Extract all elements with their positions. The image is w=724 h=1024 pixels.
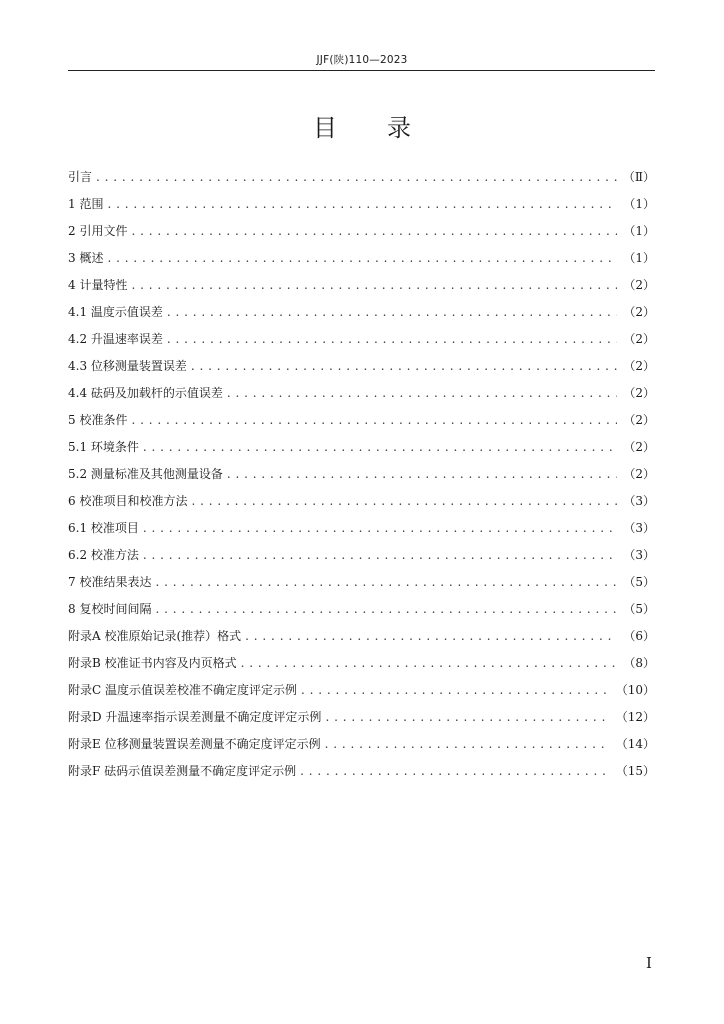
toc-leader-dots: [300, 761, 610, 781]
toc-entry-label: 附录A 校准原始记录(推荐）格式: [68, 629, 242, 643]
toc-entry-page: （12）: [615, 710, 655, 724]
toc-entry-label: 7 校准结果表达: [68, 575, 152, 589]
toc-entry-page: （2）: [623, 413, 655, 427]
toc-entry-label: 4 计量特性: [68, 278, 128, 292]
toc-leader-dots: [167, 329, 617, 349]
toc-leader-dots: [107, 248, 617, 268]
toc-entry-label: 附录F 砝码示值误差测量不确定度评定示例: [68, 764, 297, 778]
toc-entry[interactable]: [68, 221, 655, 248]
toc-entry[interactable]: [68, 464, 655, 491]
toc-entry[interactable]: [68, 599, 655, 626]
toc-entry-label: 2 引用文件: [68, 224, 128, 238]
toc-entry-page: （3）: [623, 494, 655, 508]
toc-leader-dots: [143, 545, 617, 565]
toc-entry[interactable]: [68, 194, 655, 221]
toc-entry-page: （2）: [623, 359, 655, 373]
toc-entry[interactable]: [68, 410, 655, 437]
toc-leader-dots: [227, 383, 617, 403]
toc-entry-page: （2）: [623, 305, 655, 319]
toc-entry-page: （6）: [623, 629, 655, 643]
toc-leader-dots: [325, 707, 609, 727]
toc-entry-label: 6.2 校准方法: [68, 548, 139, 562]
toc-entry-page: （10）: [615, 683, 655, 697]
toc-entry[interactable]: [68, 626, 655, 653]
toc-entry-page: （Ⅱ）: [622, 170, 655, 184]
toc-leader-dots: [301, 680, 610, 700]
toc-entry[interactable]: [68, 518, 655, 545]
toc-entry[interactable]: [68, 653, 655, 680]
toc-entry-page: （3）: [623, 548, 655, 562]
toc-entry-page: （14）: [615, 737, 655, 751]
toc-entry-label: 4.2 升温速率误差: [68, 332, 163, 346]
toc-leader-dots: [131, 221, 617, 241]
toc-entry-label: 附录E 位移测量装置误差测量不确定度评定示例: [68, 737, 321, 751]
toc-entry-page: （2）: [623, 278, 655, 292]
toc-entry-page: （8）: [623, 656, 655, 670]
toc-entry-label: 5 校准条件: [68, 413, 128, 427]
toc-entry[interactable]: [68, 437, 655, 464]
toc-entry[interactable]: [68, 761, 655, 788]
toc-entry-label: 引言: [68, 170, 93, 184]
toc-leader-dots: [155, 572, 617, 592]
toc-entry-page: （1）: [623, 197, 655, 211]
toc-entry-label: 附录C 温度示值误差校准不确定度评定示例: [68, 683, 297, 697]
toc-entry[interactable]: [68, 248, 655, 275]
toc-entry-label: 3 概述: [68, 251, 104, 265]
table-of-contents: [68, 167, 655, 788]
toc-leader-dots: [131, 410, 617, 430]
toc-leader-dots: [143, 518, 617, 538]
toc-entry[interactable]: [68, 275, 655, 302]
toc-entry-label: 4.3 位移测量装置误差: [68, 359, 187, 373]
toc-entry[interactable]: [68, 167, 655, 194]
toc-entry-page: （1）: [623, 251, 655, 265]
document-code: JJF(陕)110—2023: [316, 54, 408, 66]
toc-entry[interactable]: [68, 545, 655, 572]
toc-entry[interactable]: [68, 734, 655, 761]
toc-entry-page: （2）: [623, 440, 655, 454]
toc-entry-label: 1 范围: [68, 197, 104, 211]
toc-leader-dots: [191, 356, 617, 376]
toc-leader-dots: [325, 734, 610, 754]
toc-leader-dots: [227, 464, 617, 484]
toc-entry-page: （3）: [623, 521, 655, 535]
toc-entry-page: （5）: [623, 602, 655, 616]
page-title: 目录: [313, 114, 461, 142]
toc-entry-page: （2）: [623, 467, 655, 481]
toc-leader-dots: [155, 599, 617, 619]
toc-leader-dots: [143, 437, 617, 457]
header-rule: [68, 70, 655, 71]
toc-leader-dots: [245, 626, 617, 646]
toc-entry[interactable]: [68, 383, 655, 410]
toc-entry-label: 5.1 环境条件: [68, 440, 139, 454]
toc-leader-dots: [96, 167, 617, 187]
toc-entry-page: （1）: [623, 224, 655, 238]
toc-leader-dots: [107, 194, 617, 214]
toc-leader-dots: [167, 302, 617, 322]
toc-entry[interactable]: [68, 491, 655, 518]
toc-entry-label: 8 复校时间间隔: [68, 602, 152, 616]
toc-entry-label: 4.4 砝码及加载杆的示值误差: [68, 386, 223, 400]
toc-entry[interactable]: [68, 302, 655, 329]
toc-entry[interactable]: [68, 707, 655, 734]
toc-leader-dots: [131, 275, 617, 295]
toc-entry[interactable]: [68, 356, 655, 383]
toc-entry-label: 附录B 校准证书内容及内页格式: [68, 656, 237, 670]
toc-entry-label: 4.1 温度示值误差: [68, 305, 163, 319]
toc-entry-page: （15）: [615, 764, 655, 778]
toc-entry[interactable]: [68, 680, 655, 707]
toc-entry-label: 6.1 校准项目: [68, 521, 139, 535]
toc-entry-page: （5）: [623, 575, 655, 589]
toc-leader-dots: [241, 653, 618, 673]
toc-leader-dots: [191, 491, 617, 511]
toc-entry[interactable]: [68, 572, 655, 599]
toc-entry-label: 6 校准项目和校准方法: [68, 494, 188, 508]
toc-entry-page: （2）: [623, 332, 655, 346]
toc-entry-label: 5.2 测量标准及其他测量设备: [68, 467, 223, 481]
toc-entry[interactable]: [68, 329, 655, 356]
toc-entry-page: （2）: [623, 386, 655, 400]
toc-entry-label: 附录D 升温速率指示误差测量不确定度评定示例: [68, 710, 322, 724]
page-number: Ⅰ: [646, 954, 652, 972]
